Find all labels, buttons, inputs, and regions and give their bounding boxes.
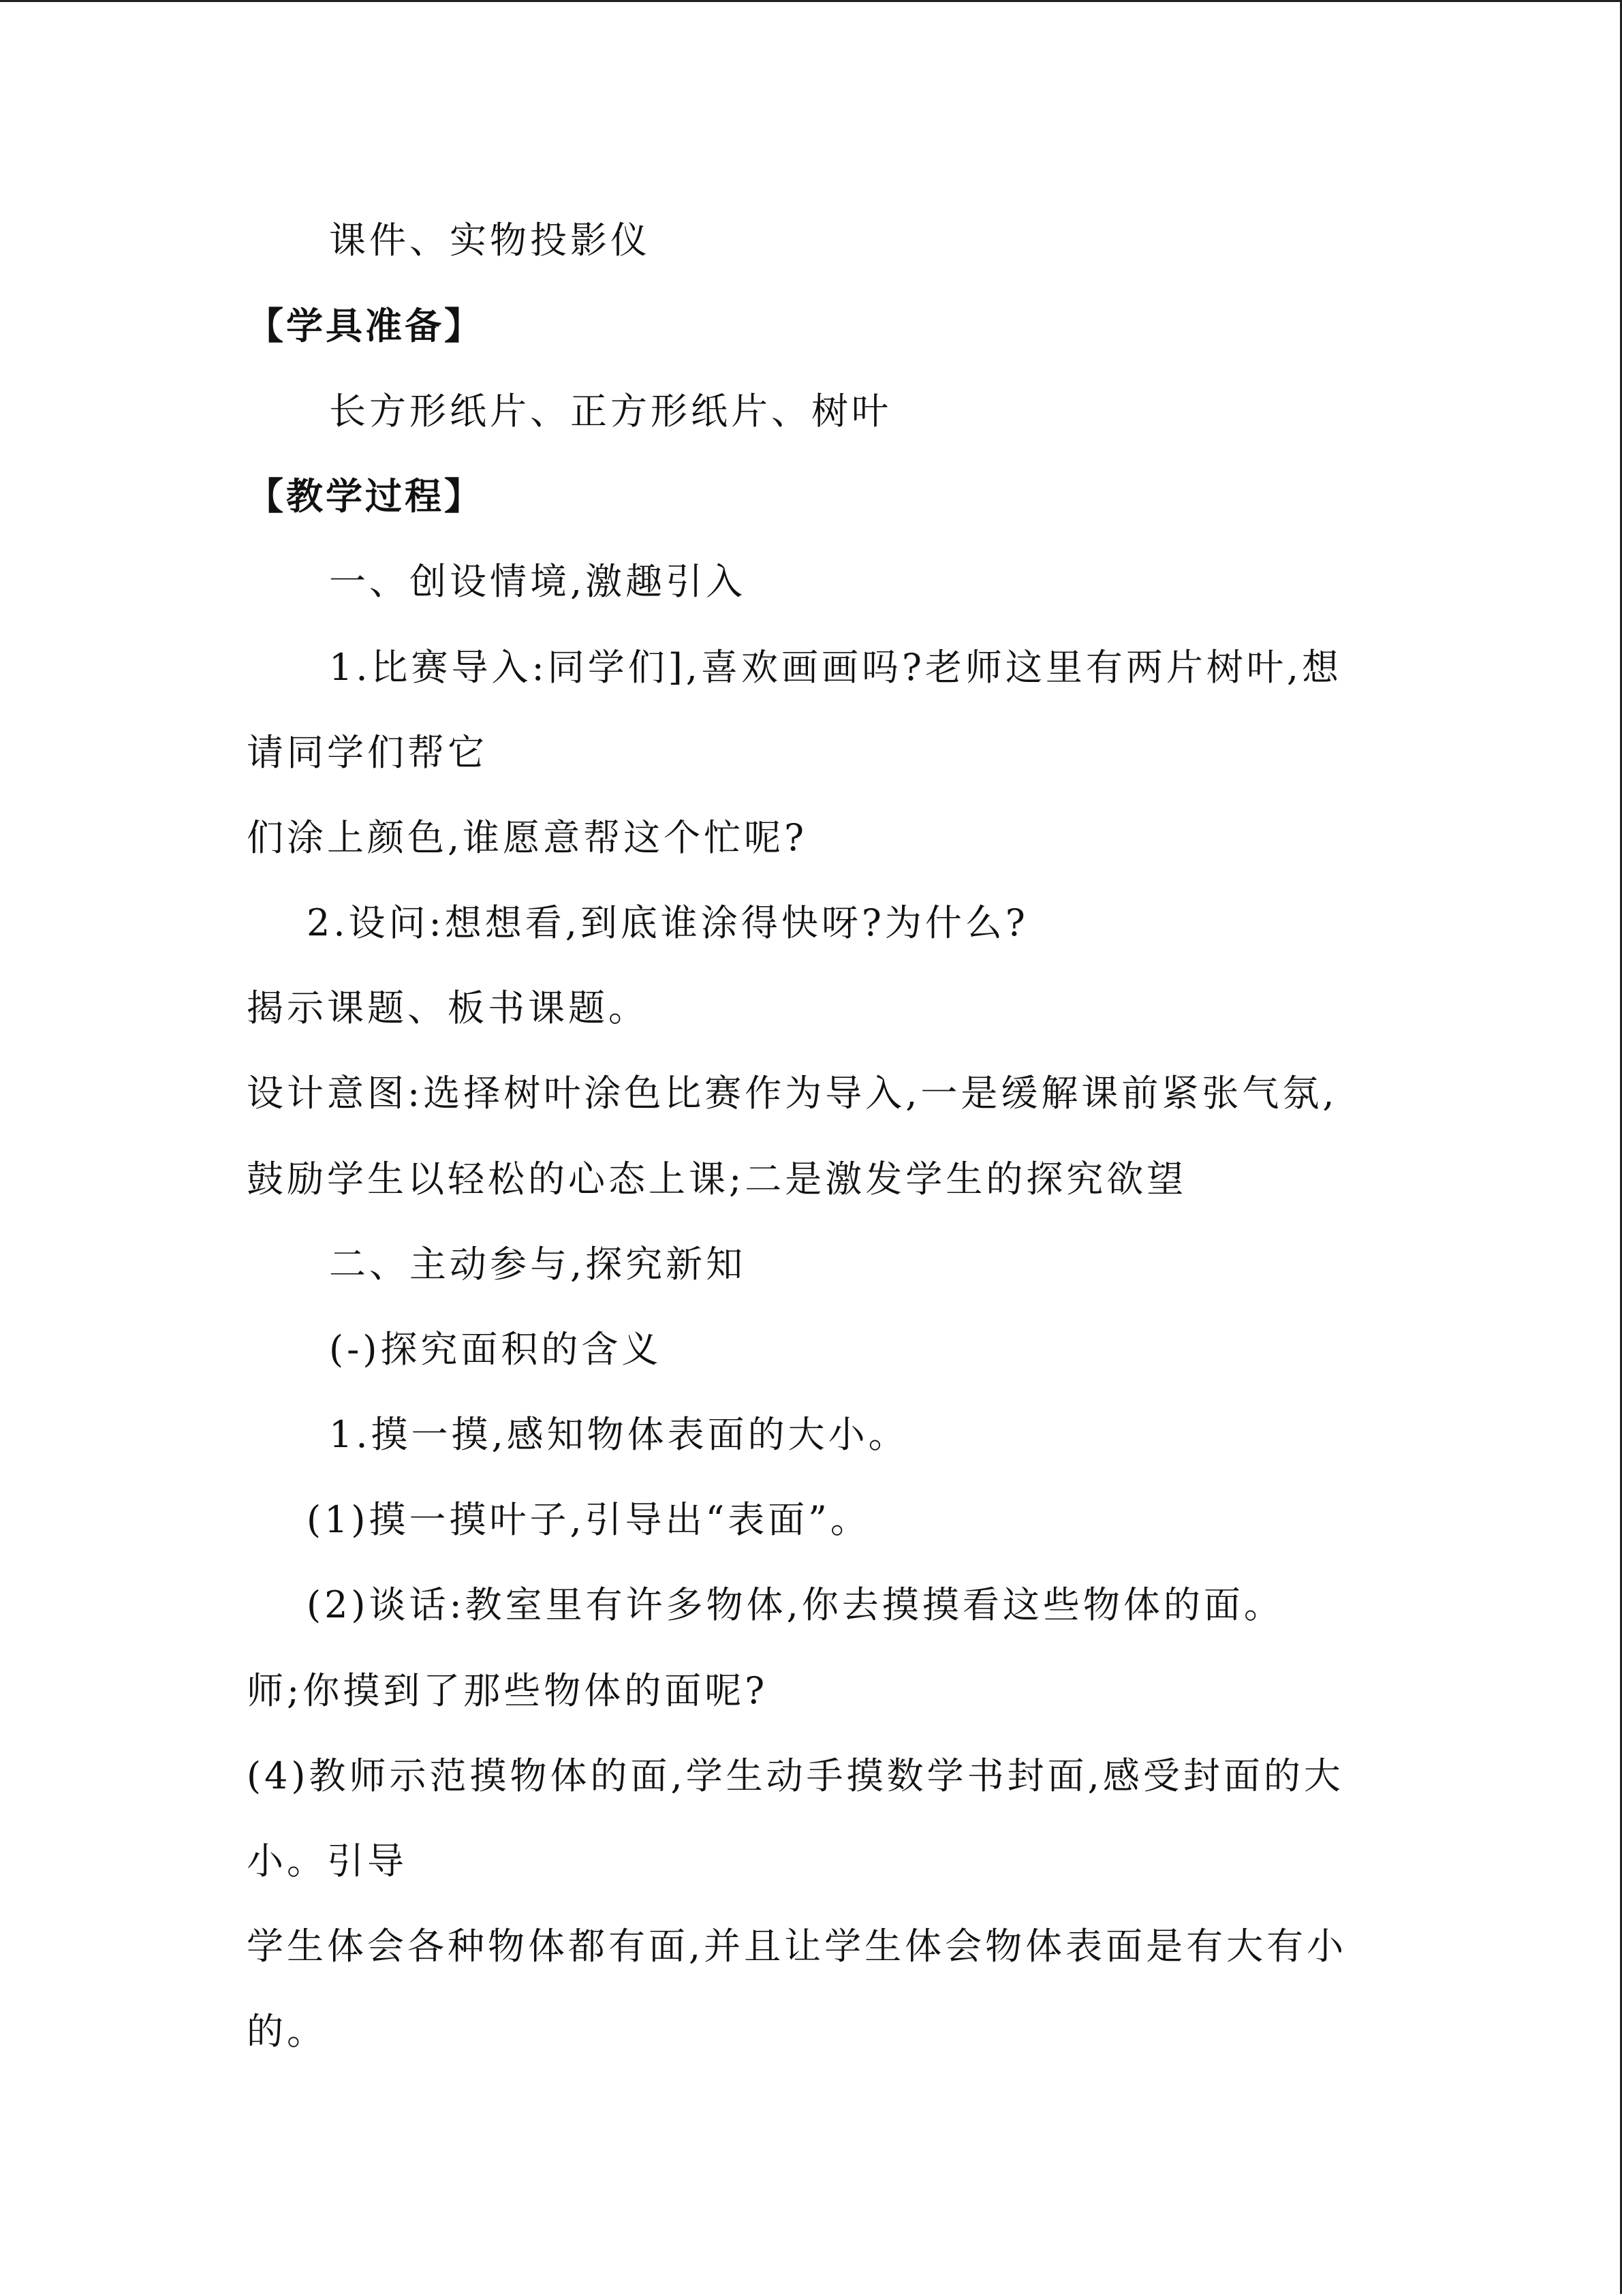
text-line: 设计意图:选择树叶涂色比赛作为导入,一是缓解课前紧张气氛, xyxy=(247,1072,1338,1115)
text-line: 小。引导 xyxy=(247,1840,407,1882)
text-line: (4)教师示范摸物体的面,学生动手摸数学书封面,感受封面的大 xyxy=(247,1754,1344,1797)
text-line: 学生体会各种物体都有面,并且让学生体会物体表面是有大有小 xyxy=(247,1925,1347,1968)
text-line: 的。 xyxy=(247,2010,327,2053)
text-line: 二、主动参与,探究新知 xyxy=(329,1243,747,1286)
text-line: (-)探究面积的含义 xyxy=(329,1328,662,1371)
section-heading: 【学具准备】 xyxy=(247,305,484,347)
text-line: 请同学们帮它 xyxy=(247,731,488,774)
text-line: 们涂上颜色,谁愿意帮这个忙呢? xyxy=(247,816,808,859)
text-line: 揭示课题、板书课题。 xyxy=(247,987,649,1029)
text-line: (1)摸一摸叶子,引导出“表面”。 xyxy=(307,1498,871,1541)
text-line: 师;你摸到了那些物体的面呢? xyxy=(247,1669,768,1712)
text-line: 一、创设情境,激趣引入 xyxy=(329,560,747,603)
text-line: 长方形纸片、正方形纸片、树叶 xyxy=(329,390,892,433)
text-line: 课件、实物投影仪 xyxy=(329,219,651,262)
text-line: 2.设问:想想看,到底谁涂得快呀?为什么? xyxy=(307,901,1029,944)
document-body xyxy=(0,2,1622,2296)
section-heading: 【教学过程】 xyxy=(247,475,484,518)
text-line: 1.摸一摸,感知物体表面的大小。 xyxy=(329,1413,909,1456)
text-line: (2)谈话:教室里有许多物体,你去摸摸看这些物体的面。 xyxy=(307,1583,1284,1626)
text-line: 1.比赛导入:同学们],喜欢画画吗?老师这里有两片树叶,想 xyxy=(329,646,1343,689)
text-line: 鼓励学生以轻松的心态上课;二是激发学生的探究欲望 xyxy=(247,1158,1187,1200)
